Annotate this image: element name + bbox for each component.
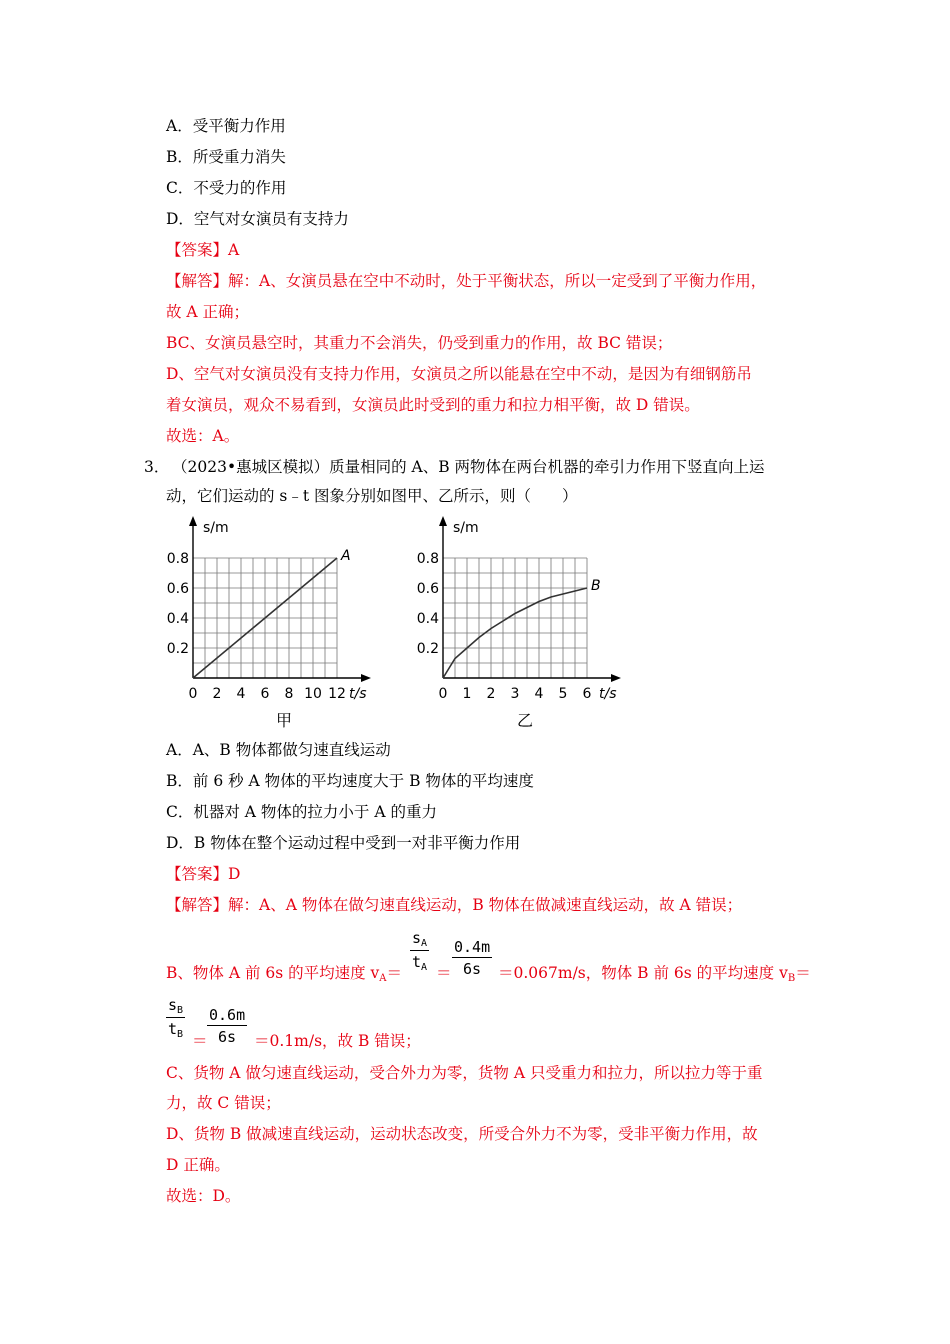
series-label: B <box>591 578 601 594</box>
x-tick-label: 12 <box>328 686 346 702</box>
q2-option-b: B．所受重力消失 <box>166 148 286 166</box>
chart-jia-caption: 甲 <box>276 711 293 730</box>
q3-number: 3． <box>144 458 170 476</box>
x-tick-label: 0 <box>438 686 448 702</box>
fraction-06-den: 6s <box>218 1028 237 1046</box>
q3-stem-line: 动，它们运动的 s﹣t 图象分别如图甲、乙所示，则（ ） <box>166 487 578 505</box>
y-tick-label: 0.6 <box>416 581 439 597</box>
y-axis-arrow <box>439 516 447 526</box>
series-label: A <box>341 548 351 564</box>
x-axis-arrow <box>611 674 621 682</box>
chart-yi-caption: 乙 <box>517 711 534 730</box>
x-tick-label: 1 <box>462 686 472 702</box>
q2-analysis-line: 故选：A。 <box>166 427 240 445</box>
fraction-sa-den: $t_A$ <box>412 953 428 973</box>
q2-analysis-line: BC、女演员悬空时，其重力不会消失，仍受到重力的作用，故 BC 错误； <box>166 334 673 352</box>
fraction-sa-num: $s_A$ <box>412 929 428 949</box>
q3-analysis-line: 【解答】解：A、A 物体在做匀速直线运动，B 物体在做减速直线运动，故 A 错误； <box>166 896 743 914</box>
fraction-sb-num: $s_B$ <box>168 996 184 1016</box>
q2-analysis-line: D、空气对女演员没有支持力作用，女演员之所以能悬在空中不动，是因为有细钢筋吊 <box>166 365 752 383</box>
q3-b2-end: ＝0.1m/s，故 B 错误； <box>254 1032 421 1050</box>
fraction-04-den: 6s <box>463 960 482 978</box>
q3-analysis-line: D、货物 B 做减速直线运动，运动状态改变，所受合外力不为零，受非平衡力作用，故 <box>166 1125 758 1143</box>
x-tick-label: 6 <box>582 686 592 702</box>
q3-b-eq: ＝ <box>386 964 403 982</box>
q3-b-pre: B、物体 A 前 6s 的平均速度 v <box>166 964 380 982</box>
q3-option-b: B．前 6 秒 A 物体的平均速度大于 B 物体的平均速度 <box>166 772 534 790</box>
q2-option-a: A．受平衡力作用 <box>166 117 286 135</box>
x-tick-label: 10 <box>304 686 322 702</box>
fraction-sa-ta <box>410 929 429 973</box>
x-tick-label: 2 <box>212 686 222 702</box>
fraction-04-num: 0.4m <box>454 938 491 956</box>
q3-stem-line: （2023•惠城区模拟）质量相同的 A、B 两物体在两台机器的牵引力作用下竖直向上运 <box>172 458 765 476</box>
q3-b-sub-a: A <box>379 973 387 984</box>
q3-analysis-line: C、货物 A 做匀速直线运动，受合外力为零，货物 A 只受重力和拉力，所以拉力等于重 <box>166 1064 763 1082</box>
q3-b2-eq: ＝ <box>192 1032 208 1050</box>
q3-analysis-line: D 正确。 <box>166 1156 230 1174</box>
y-axis-arrow <box>189 516 197 526</box>
y-tick-label: 0.4 <box>166 611 189 627</box>
x-tick-label: 3 <box>510 686 520 702</box>
x-tick-label: 8 <box>284 686 294 702</box>
y-tick-label: 0.8 <box>416 551 439 567</box>
q3-answer: 【答案】D <box>166 865 241 883</box>
x-tick-label: 6 <box>260 686 270 702</box>
q3-analysis-line: 力，故 C 错误； <box>166 1094 281 1112</box>
y-tick-label: 0.2 <box>166 641 189 657</box>
x-axis-label: t/s <box>349 686 367 702</box>
q3-analysis-b-text <box>166 963 402 989</box>
x-axis-arrow <box>361 674 371 682</box>
x-tick-label: 4 <box>236 686 246 702</box>
q3-b-mid: ＝0.067m/s，物体 B 前 6s 的平均速度 v <box>498 964 788 982</box>
q3-b-end: ＝ <box>795 964 811 982</box>
q3-b-sub-b: B <box>787 973 796 984</box>
y-axis-label: s/m <box>453 520 479 536</box>
x-tick-label: 0 <box>188 686 198 702</box>
q2-analysis-line: 【解答】解：A、女演员悬在空中不动时，处于平衡状态，所以一定受到了平衡力作用， <box>166 272 767 290</box>
y-tick-label: 0.4 <box>416 611 439 627</box>
fraction-04-6 <box>452 938 492 978</box>
fraction-sb-tb <box>166 996 185 1040</box>
x-tick-label: 5 <box>558 686 568 702</box>
y-tick-label: 0.6 <box>166 581 189 597</box>
q2-analysis-line: 故 A 正确； <box>166 303 250 321</box>
y-tick-label: 0.2 <box>416 641 439 657</box>
fraction-06-6 <box>207 1006 247 1046</box>
chart-yi <box>400 512 640 702</box>
x-tick-label: 2 <box>486 686 496 702</box>
x-axis-label: t/s <box>599 686 617 702</box>
q2-option-c: C．不受力的作用 <box>166 179 287 197</box>
q2-analysis-line: 着女演员，观众不易看到，女演员此时受到的重力和拉力相平衡，故 D 错误。 <box>166 396 700 414</box>
q3-option-a: A．A、B 物体都做匀速直线运动 <box>166 741 391 759</box>
y-tick-label: 0.8 <box>166 551 189 567</box>
q3-b-eq2: ＝ <box>436 964 452 982</box>
q2-option-d: D．空气对女演员有支持力 <box>166 210 349 228</box>
q3-option-d: D．B 物体在整个运动过程中受到一对非平衡力作用 <box>166 834 521 852</box>
y-axis-label: s/m <box>203 520 229 536</box>
fraction-06-num: 0.6m <box>209 1006 246 1024</box>
q2-answer: 【答案】A <box>166 241 240 259</box>
q3-b-mid-text <box>498 963 811 989</box>
fraction-sb-den: $t_B$ <box>168 1020 184 1040</box>
q3-analysis-line: 故选：D。 <box>166 1187 241 1205</box>
x-tick-label: 4 <box>534 686 544 702</box>
q3-option-c: C．机器对 A 物体的拉力小于 A 的重力 <box>166 803 437 821</box>
chart-jia <box>150 512 390 702</box>
